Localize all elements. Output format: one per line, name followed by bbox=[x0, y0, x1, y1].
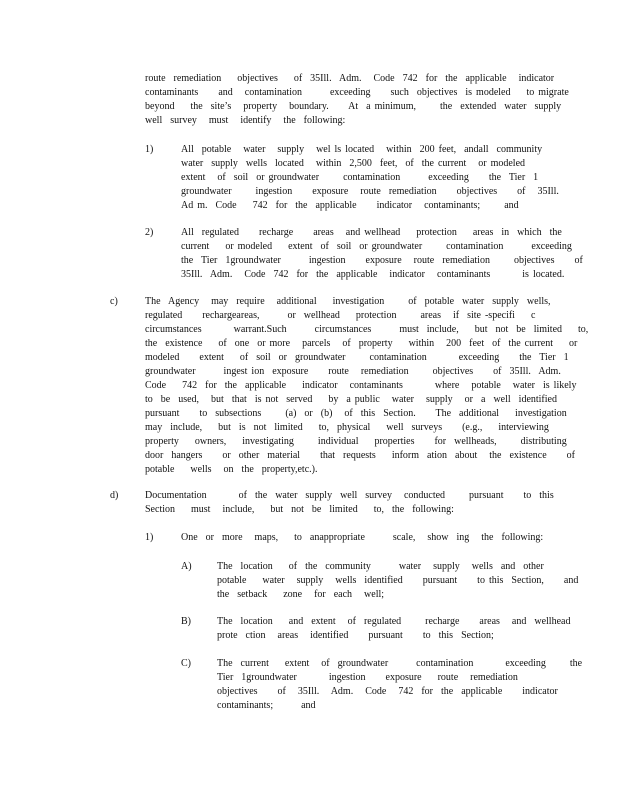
section-c-line-11: property owners, investigating individual properties for wellheads, distributing bbox=[145, 436, 567, 447]
section-c-label: c) bbox=[110, 296, 118, 307]
sub-c-line-4: contaminants; and bbox=[217, 700, 316, 711]
sub-label-a: A) bbox=[181, 561, 192, 572]
section-c-line-9: pursuant to subsections (a) or (b) of this Section. The additional investigation bbox=[145, 408, 567, 419]
list-label-1: 1) bbox=[145, 144, 154, 155]
section-c-line-10: may include, but is not limited to, physical well surveys (e.g., interviewing bbox=[145, 422, 549, 433]
item-2-line-1: All regulated recharge areas and wellhead protection areas in which the bbox=[181, 227, 562, 238]
section-c-line-3: circumstances warrant.Such circumstances must include, but not be limited to, bbox=[145, 324, 589, 335]
sub-c-line-1: The current extent of groundwater contamination exceeding the bbox=[217, 658, 583, 669]
item-2-line-2: current or modeled extent of soil or groundwater contamination exceeding bbox=[181, 241, 572, 252]
d-item-1-text: One or more maps, to anappropriate scale, show ing the following: bbox=[181, 532, 544, 543]
item-2-line-4: 35Ill. Adm. Code 742 for the applicable indicator contaminants is located. bbox=[181, 269, 565, 280]
sub-label-b: B) bbox=[181, 616, 191, 627]
intro-line-1: route remediation objectives of 35Ill. Adm. Code 742 for the applicable indicator bbox=[145, 73, 555, 84]
sub-c-line-2: Tier 1groundwater ingestion exposure route remediation bbox=[217, 672, 518, 683]
d-list-label-1: 1) bbox=[145, 532, 154, 543]
item-1-line-3: extent of soil or groundwater contamination exceeding the Tier 1 bbox=[181, 172, 539, 183]
intro-line-3: beyond the site’s property boundary. At a minimum, the extended water supply bbox=[145, 101, 562, 112]
section-c-line-13: potable wells on the property,etc.). bbox=[145, 464, 318, 475]
section-c-line-5: modeled extent of soil or groundwater contamination exceeding the Tier 1 bbox=[145, 352, 569, 363]
item-1-line-2: water supply wells located within 2,500 feet, of the current or modeled bbox=[181, 158, 526, 169]
intro-line-2: contaminants and contamination exceeding such objectives is modeled to migrate bbox=[145, 87, 569, 98]
item-1-line-1: All potable water supply wel ls located within 200 feet, andall community bbox=[181, 144, 543, 155]
section-c-line-2: regulated rechargeareas, or wellhead protection areas if site -specifi c bbox=[145, 310, 536, 321]
intro-line-4: well survey must identify the following: bbox=[145, 115, 346, 126]
section-c-line-4: the existence of one or more parcels of property within 200 feet of the current or bbox=[145, 338, 578, 349]
sub-b-line-2: prote ction areas identified pursuant to this Section; bbox=[217, 630, 494, 641]
section-d-line-1: Documentation of the water supply well survey conducted pursuant to this bbox=[145, 490, 554, 501]
item-1-line-5: Ad m. Code 742 for the applicable indicator contaminants; and bbox=[181, 200, 519, 211]
list-label-2: 2) bbox=[145, 227, 154, 238]
item-1-line-4: groundwater ingestion exposure route remediation objectives of 35Ill. bbox=[181, 186, 559, 197]
sub-c-line-3: objectives of 35Ill. Adm. Code 742 for the applicable indicator bbox=[217, 686, 558, 697]
section-c-line-6: groundwater ingest ion exposure route remediation objectives of 35Ill. Adm. bbox=[145, 366, 561, 377]
section-d-line-2: Section must include, but not be limited to, the following: bbox=[145, 504, 454, 515]
section-c-line-1: The Agency may require additional investigation of potable water supply wells, bbox=[145, 296, 551, 307]
section-c-line-8: to be used, but that is not served by a public water supply or a well identified bbox=[145, 394, 557, 405]
section-d-label: d) bbox=[110, 490, 119, 501]
section-c-line-7: Code 742 for the applicable indicator contaminants where potable water is likely bbox=[145, 380, 577, 391]
section-c-line-12: door hangers or other material that requests inform ation about the existence of bbox=[145, 450, 576, 461]
sub-b-line-1: The location and extent of regulated recharge areas and wellhead bbox=[217, 616, 571, 627]
sub-a-line-2: potable water supply wells identified pursuant to this Section, and bbox=[217, 575, 579, 586]
sub-label-c: C) bbox=[181, 658, 191, 669]
sub-a-line-3: the setback zone for each well; bbox=[217, 589, 385, 600]
item-2-line-3: the Tier 1groundwater ingestion exposure route remediation objectives of bbox=[181, 255, 583, 266]
sub-a-line-1: The location of the community water supply wells and other bbox=[217, 561, 544, 572]
